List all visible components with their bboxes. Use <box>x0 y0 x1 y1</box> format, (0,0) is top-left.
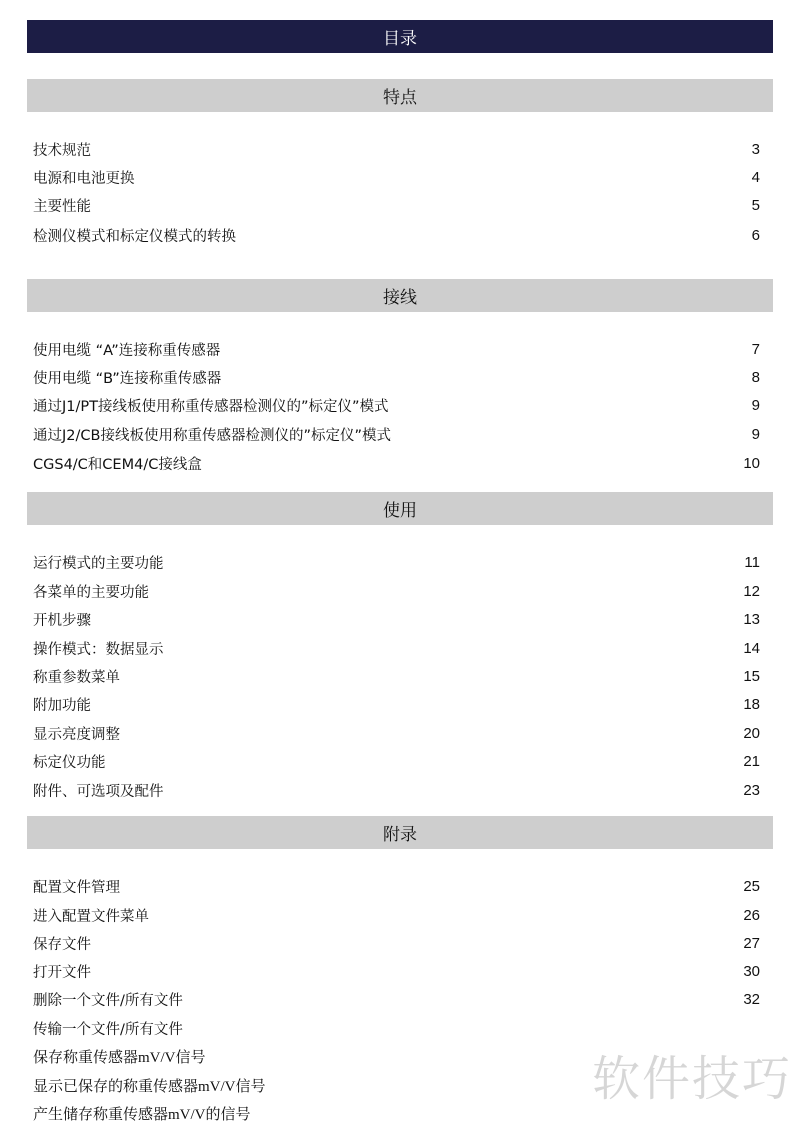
toc-entry-page: 9 <box>751 396 760 414</box>
toc-entry[interactable] <box>33 394 760 416</box>
toc-entry-text: 电源和电池更换 <box>33 170 135 187</box>
toc-entry-text: 进入配置文件菜单 <box>33 908 149 925</box>
toc-entry-text: 附件、可选项及配件 <box>33 783 164 800</box>
toc-entry-text: 传输一个文件/所有文件 <box>33 1021 183 1038</box>
toc-entry-text: 显示已保存的称重传感器mV/V信号 <box>33 1078 266 1095</box>
section-title: 特点 <box>383 88 417 108</box>
section-header-usage <box>27 492 773 525</box>
toc-entry-page: 32 <box>743 990 760 1008</box>
toc-entry[interactable] <box>33 338 760 360</box>
toc-entry-text: 技术规范 <box>33 142 91 159</box>
toc-entry-text: 检测仪模式和标定仪模式的转换 <box>33 228 236 245</box>
toc-entry[interactable] <box>33 988 760 1010</box>
toc-entry-text: 各菜单的主要功能 <box>33 584 149 601</box>
toc-entry-text: CGS4/C和CEM4/C接线盒 <box>33 456 202 473</box>
toc-entry-text: 打开文件 <box>33 964 91 981</box>
toc-entry[interactable] <box>33 1017 760 1039</box>
toc-entry-text: 通过J1/PT接线板使用称重传感器检测仪的”标定仪”模式 <box>33 398 389 415</box>
toc-entry-text: 显示亮度调整 <box>33 726 120 743</box>
section-header-features <box>27 79 773 112</box>
toc-entry-page: 10 <box>743 454 760 472</box>
toc-entry[interactable] <box>33 960 760 982</box>
toc-entry-text: 配置文件管理 <box>33 879 120 896</box>
toc-entry-page: 14 <box>743 639 760 657</box>
toc-entry-page: 3 <box>751 140 760 158</box>
toc-entry-page: 9 <box>751 425 760 443</box>
toc-entry-page: 21 <box>743 752 760 770</box>
toc-entry-page: 11 <box>744 553 760 571</box>
toc-entry-page: 18 <box>743 695 760 713</box>
watermark: 软件技巧 <box>591 1051 792 1107</box>
toc-entry[interactable] <box>33 551 760 573</box>
toc-entry[interactable] <box>33 722 760 744</box>
toc-entry[interactable] <box>33 750 760 772</box>
toc-entry-text: 保存文件 <box>33 936 91 953</box>
section-header-appendix <box>27 816 773 849</box>
toc-entry[interactable] <box>33 693 760 715</box>
toc-entry-page: 30 <box>743 962 760 980</box>
toc-entry-page: 27 <box>743 934 760 952</box>
toc-entry-page: 25 <box>743 877 760 895</box>
toc-entry[interactable] <box>33 224 760 246</box>
toc-entry-page: 15 <box>743 667 760 685</box>
section-header-wiring <box>27 279 773 312</box>
toc-entry-page: 4 <box>751 168 760 186</box>
toc-entry[interactable] <box>33 138 760 160</box>
toc-entry-page: 12 <box>743 582 760 600</box>
toc-entry-page: 26 <box>743 906 760 924</box>
toc-entry-page: 13 <box>743 610 760 628</box>
toc-entry-text: 称重参数菜单 <box>33 669 120 686</box>
toc-entry[interactable] <box>33 608 760 630</box>
toc-entry[interactable] <box>33 875 760 897</box>
section-title: 使用 <box>383 501 417 521</box>
toc-entry-page: 6 <box>751 226 760 244</box>
toc-entry-page: 7 <box>751 340 760 358</box>
section-title: 附录 <box>383 825 417 845</box>
toc-entry[interactable] <box>33 580 760 602</box>
toc-entry[interactable] <box>33 779 760 801</box>
toc-entry-page: 23 <box>743 781 760 799</box>
section-title: 接线 <box>383 288 417 308</box>
toc-entry-text: 操作模式：数据显示 <box>33 641 164 658</box>
toc-entry-text: 附加功能 <box>33 697 91 714</box>
toc-entry-text: 使用电缆 “A”连接称重传感器 <box>33 342 221 359</box>
toc-entry[interactable] <box>33 423 760 445</box>
toc-title: 目录 <box>383 29 417 49</box>
toc-entry-text: 使用电缆 “B”连接称重传感器 <box>33 370 222 387</box>
toc-entry-page: 8 <box>751 368 760 386</box>
toc-entry-page: 5 <box>751 196 760 214</box>
toc-entry[interactable] <box>33 366 760 388</box>
toc-entry-text: 保存称重传感器mV/V信号 <box>33 1049 206 1066</box>
toc-entry-text: 主要性能 <box>33 198 91 215</box>
toc-entry-text: 标定仪功能 <box>33 754 106 771</box>
toc-title-bar <box>27 20 773 53</box>
toc-entry-text: 开机步骤 <box>33 612 91 629</box>
toc-entry-text: 删除一个文件/所有文件 <box>33 992 183 1009</box>
toc-entry[interactable] <box>33 904 760 926</box>
toc-entry[interactable] <box>33 665 760 687</box>
toc-entry[interactable] <box>33 452 760 474</box>
toc-entry-text: 产生储存称重传感器mV/V的信号 <box>33 1106 251 1123</box>
toc-entry[interactable] <box>33 637 760 659</box>
toc-entry-text: 运行模式的主要功能 <box>33 555 164 572</box>
toc-entry-text: 通过J2/CB接线板使用称重传感器检测仪的”标定仪”模式 <box>33 427 391 444</box>
toc-entry[interactable] <box>33 194 760 216</box>
toc-entry-page: 20 <box>743 724 760 742</box>
toc-entry[interactable] <box>33 932 760 954</box>
toc-entry[interactable] <box>33 166 760 188</box>
